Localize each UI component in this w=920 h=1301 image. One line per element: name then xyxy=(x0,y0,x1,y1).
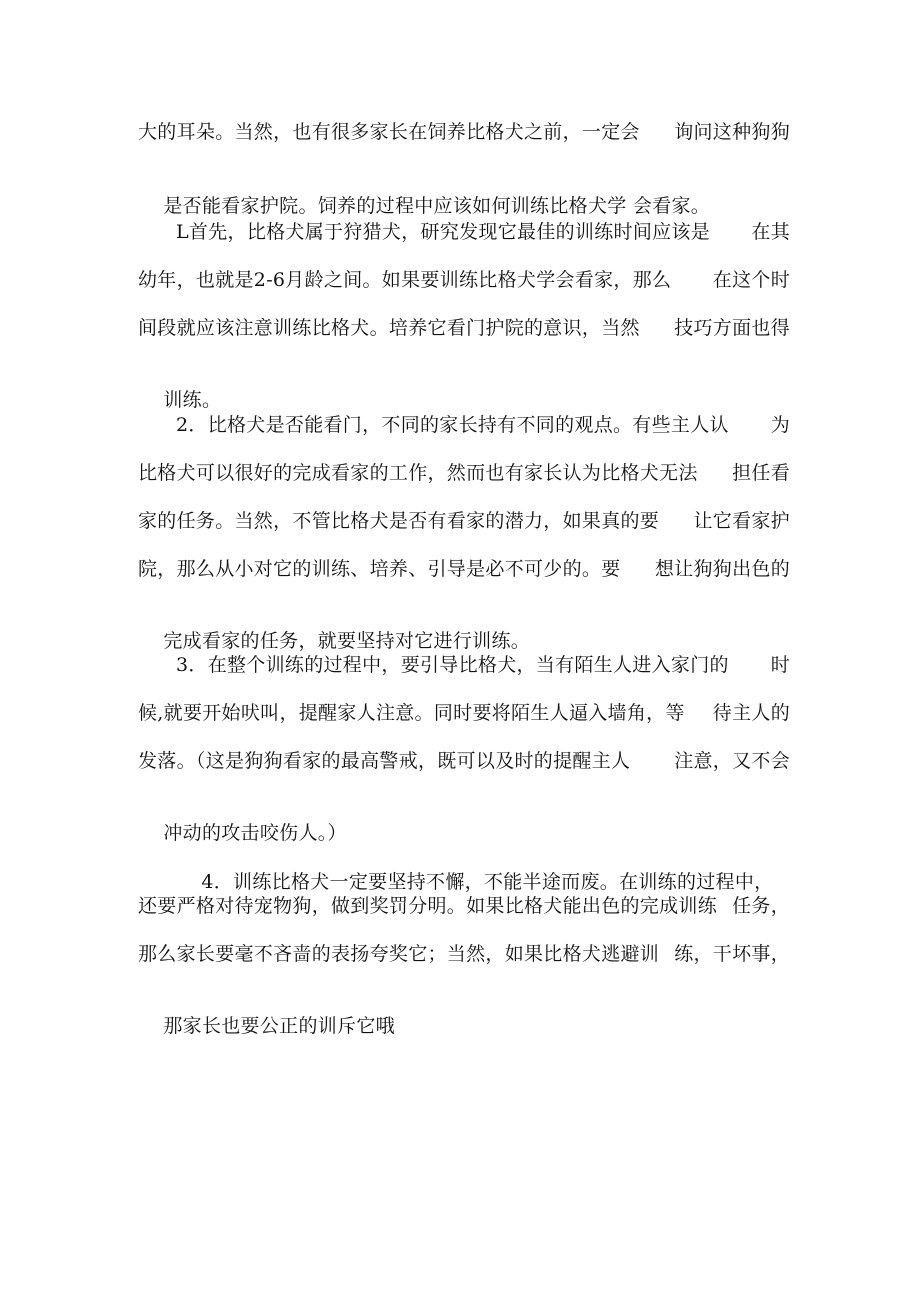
text-segment: 2．比格犬是否能看门，不同的家长持有不同的观点。有些主人认 xyxy=(176,414,729,436)
text-line xyxy=(138,942,790,966)
text-segment: 3．在整个训练的过程中，要引导比格犬，当有陌生人进入家门的 xyxy=(176,654,729,676)
text-segment: 练，干坏事， xyxy=(674,943,790,965)
text-segment: 大的耳朵。当然，也有很多家长在饲养比格犬之前，一定会 xyxy=(138,121,640,143)
text-line xyxy=(138,316,790,340)
text-segment: 那家长也要公正的训斥它哦 xyxy=(163,1015,395,1037)
text-segment: 在这个时 xyxy=(712,269,790,291)
text-segment: 询问这种狗狗 xyxy=(674,121,790,143)
text-line xyxy=(138,749,790,773)
text-segment: 冲动的攻击咬伤人。） xyxy=(163,822,347,844)
text-segment: 时 xyxy=(770,654,790,676)
text-line xyxy=(138,461,790,485)
text-line xyxy=(138,509,790,533)
text-segment: 注意，又不会 xyxy=(674,750,790,772)
text-segment: 技巧方面也得 xyxy=(674,317,790,339)
text-line xyxy=(176,653,790,677)
text-segment: 幼年，也就是2-6月龄之间。如果要训练比格犬学会看家，那么 xyxy=(138,269,672,291)
text-segment: 让它看家护 xyxy=(693,510,790,532)
text-segment: 间段就应该注意训练比格犬。培养它看门护院的意识，当然 xyxy=(138,317,640,339)
text-line xyxy=(176,413,790,437)
text-segment: 训练。 xyxy=(163,389,222,411)
text-line xyxy=(138,557,790,581)
text-segment: 家的任务。当然，不管比格犬是否有看家的潜力，如果真的要 xyxy=(138,510,660,532)
text-segment: 院，那么从小对它的训练、培养、引导是必不可少的。要 xyxy=(138,558,621,580)
text-segment: 4．训练比格犬一定要坚持不懈，不能半途而废。在训练的过程中， xyxy=(201,871,774,893)
text-segment: 待主人的 xyxy=(712,702,790,724)
text-segment: 完成看家的任务，就要坚持对它进行训练。 xyxy=(163,630,531,652)
text-line xyxy=(176,220,790,244)
text-segment: 任务， xyxy=(732,895,790,917)
text-segment: 候,就要开始吠叫，提醒家人注意。同时要将陌生人逼入墙角，等 xyxy=(138,702,685,724)
text-segment: 想让狗狗出色的 xyxy=(654,558,790,580)
text-segment: 为 xyxy=(770,414,790,436)
text-segment: 担任看 xyxy=(732,462,790,484)
text-segment: 是否能看家护院。饲养的过程中应该如何训练比格犬学 会看家。 xyxy=(163,195,711,217)
text-segment: 还要严格对待宠物狗，做到奖罚分明。如果比格犬能出色的完成训练 xyxy=(138,895,718,917)
text-line xyxy=(138,894,790,918)
text-line xyxy=(138,120,790,144)
text-segment: 发落。（这是狗狗看家的最高警戒，既可以及时的提醒主人 xyxy=(138,750,631,772)
text-line xyxy=(138,990,395,1062)
text-line xyxy=(138,268,790,292)
text-segment: L首先，比格犬属于狩猎犬，研究发现它最佳的训练时间应该是 xyxy=(176,221,711,243)
text-segment: 那么家长要毫不吝啬的表扬夸奖它；当然，如果比格犬逃避训 xyxy=(138,943,660,965)
text-segment: 在其 xyxy=(751,221,790,243)
text-segment: 比格犬可以很好的完成看家的工作，然而也有家长认为比格犬无法 xyxy=(138,462,698,484)
text-line xyxy=(138,701,790,725)
